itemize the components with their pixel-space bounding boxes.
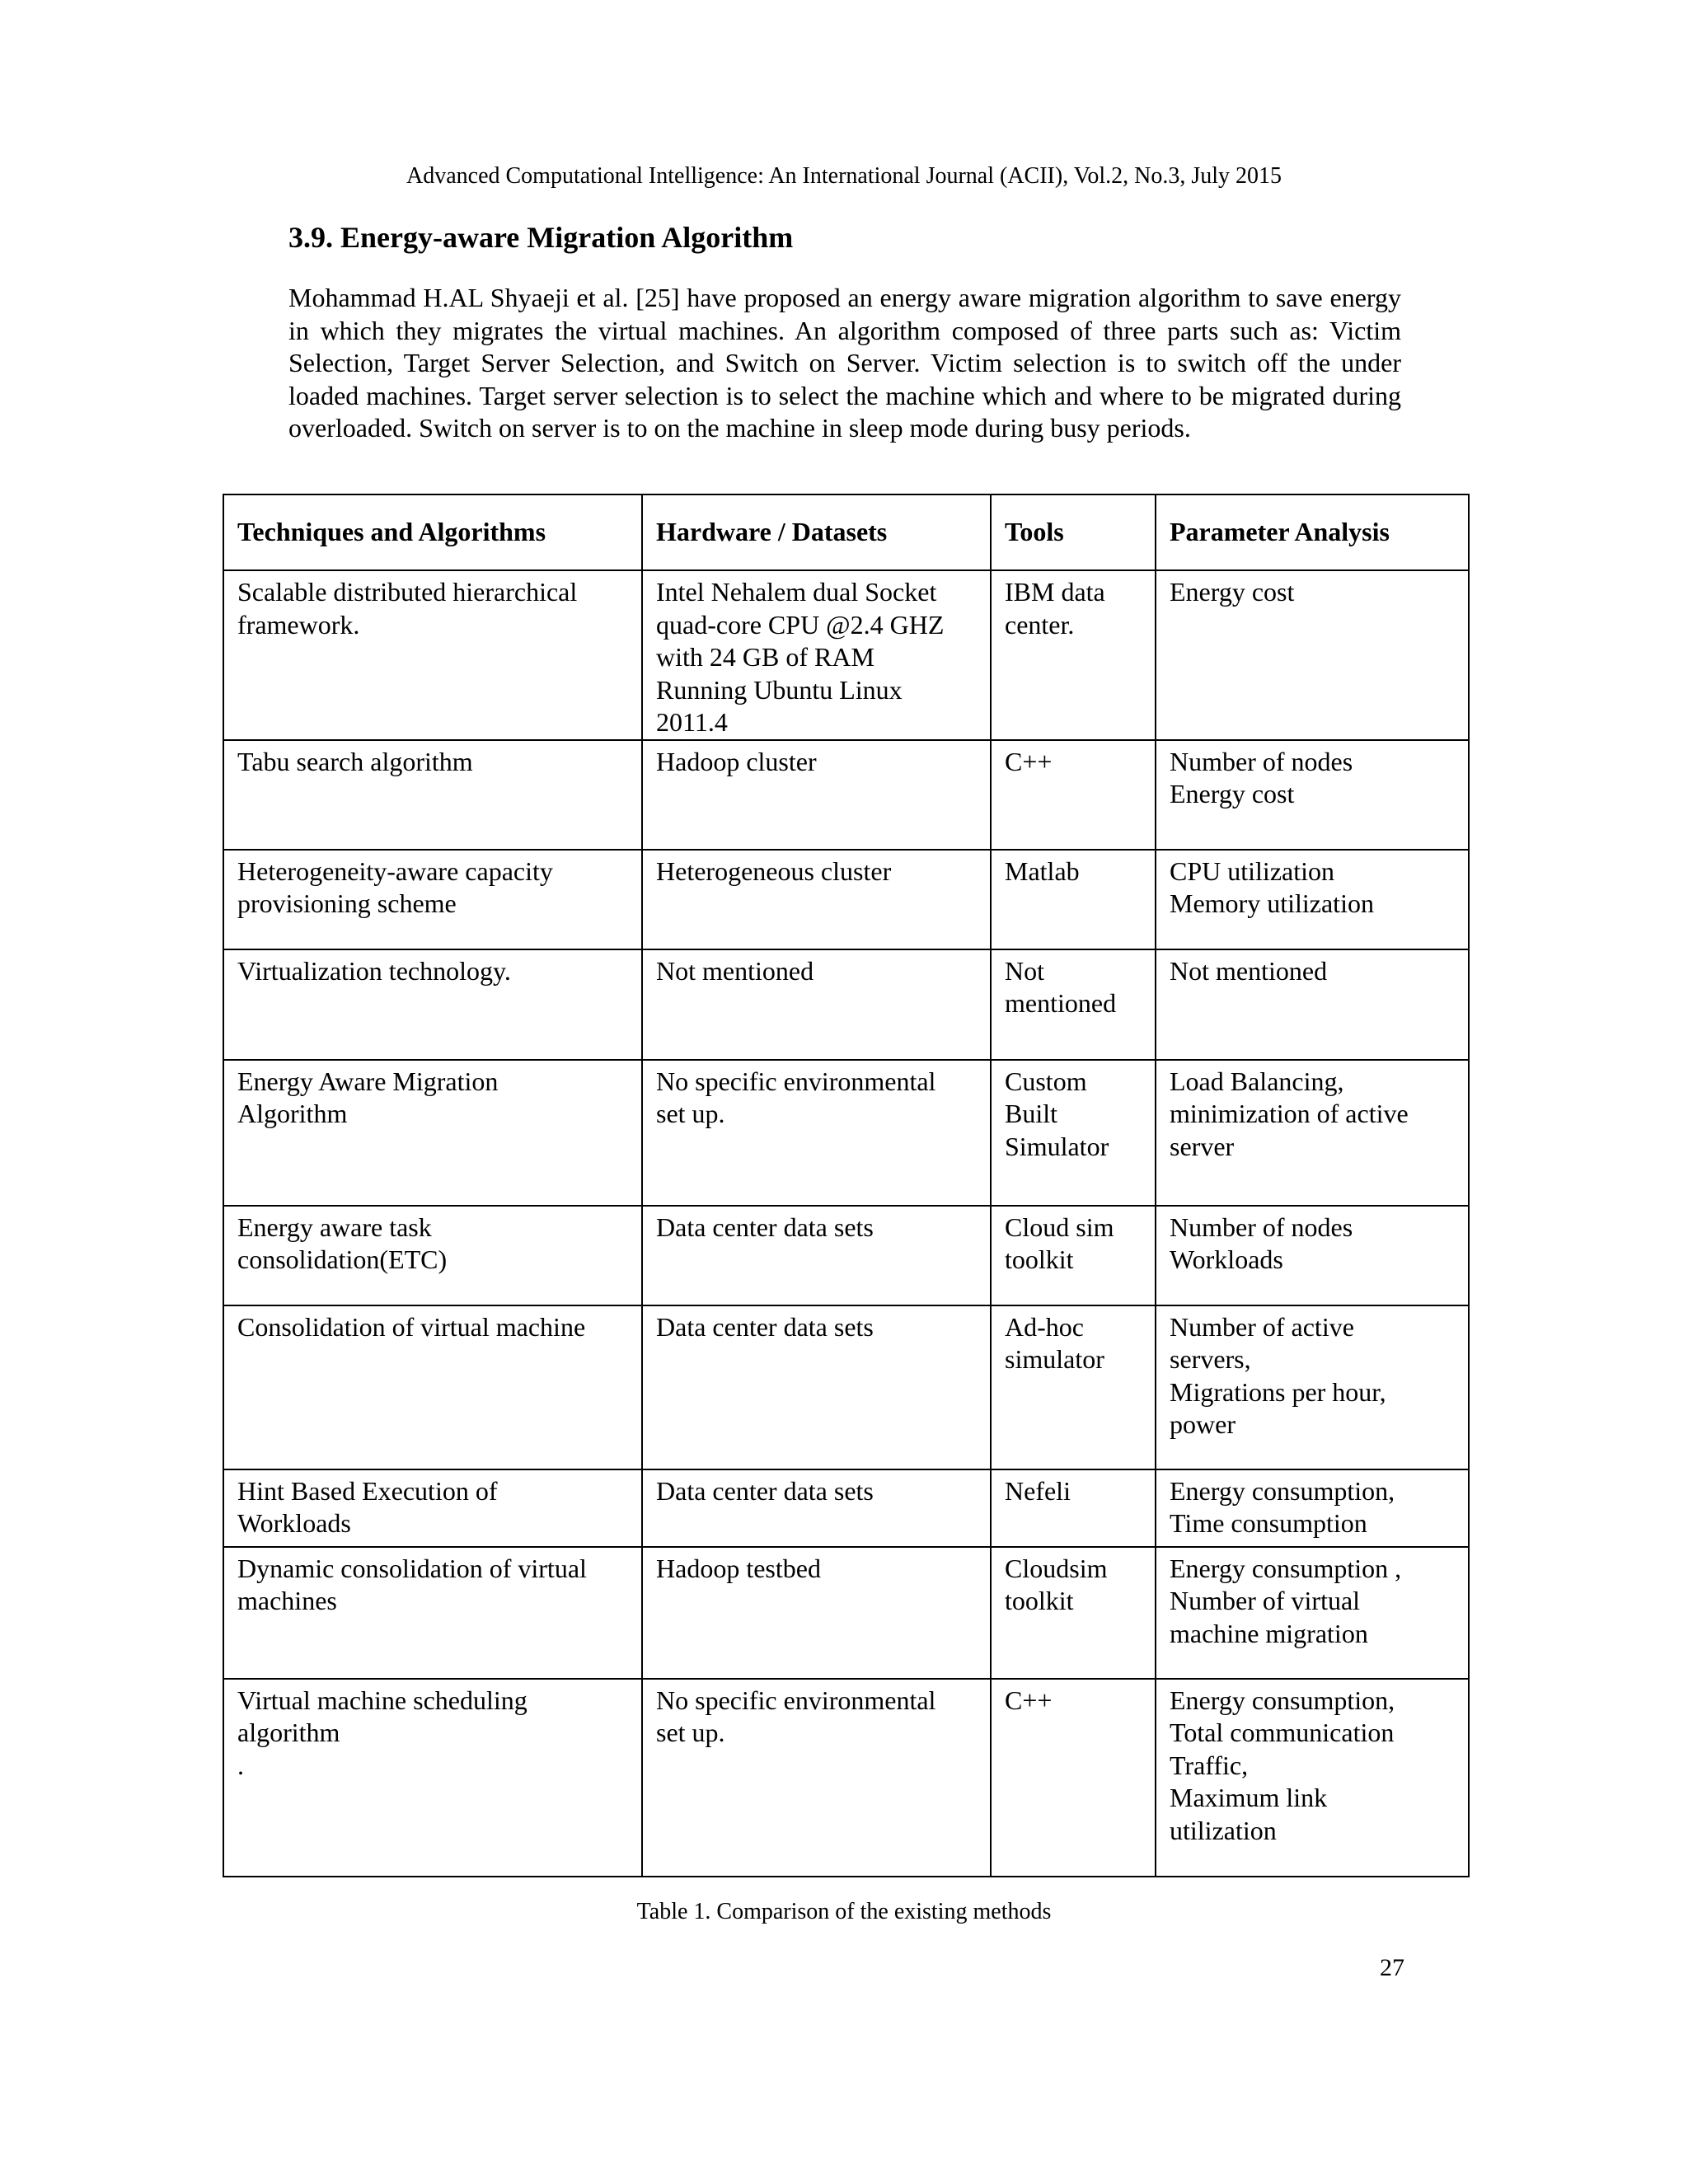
table-header-row <box>223 494 1469 570</box>
table-cell: Hadoop cluster <box>642 740 991 850</box>
table-row <box>223 1305 1469 1469</box>
table-cell: Energy consumption, Time consumption <box>1156 1469 1469 1547</box>
table-row <box>223 1679 1469 1877</box>
table-row <box>223 1206 1469 1305</box>
table-cell: No specific environmental set up. <box>642 1060 991 1206</box>
table-cell: No specific environmental set up. <box>642 1679 991 1877</box>
table-row <box>223 1060 1469 1206</box>
page-number: 27 <box>1380 1954 1404 1981</box>
table-cell: Cloud sim toolkit <box>991 1206 1156 1305</box>
body-paragraph: Mohammad H.AL Shyaeji et al. [25] have proposed an energy aware migration algorithm to save energy in which they migrates the virtual machines. An algorithm composed of three parts such as: Victim Selection, Target Server Selection, and Switch on Server. Victim selection is to switch off the under loaded machines. Target server selection is to select the machine which and where to be migrated during overloaded. Switch on server is to on the machine in sleep mode during busy periods. <box>288 283 1401 443</box>
table-cell: Dynamic consolidation of virtual machines <box>223 1547 642 1679</box>
table-cell: Energy Aware Migration Algorithm <box>223 1060 642 1206</box>
table-cell: Not mentioned <box>991 949 1156 1060</box>
table-cell: Intel Nehalem dual Socket quad-core CPU @2.4 GHZ with 24 GB of RAM Running Ubuntu Linux 2011.4 <box>642 570 991 740</box>
table-cell: C++ <box>991 1679 1156 1877</box>
table-cell: Heterogeneous cluster <box>642 850 991 949</box>
table-cell: Heterogeneity-aware capacity provisioning scheme <box>223 850 642 949</box>
table-cell: Energy consumption , Number of virtual machine migration <box>1156 1547 1469 1679</box>
table-cell: Cloudsim toolkit <box>991 1547 1156 1679</box>
table-cell: Energy aware task consolidation(ETC) <box>223 1206 642 1305</box>
table-cell: Energy consumption, Total communication Traffic, Maximum link utilization <box>1156 1679 1469 1877</box>
table-row <box>223 570 1469 740</box>
comparison-table <box>223 494 1470 1877</box>
column-header-techniques: Techniques and Algorithms <box>223 494 642 570</box>
table-cell: Data center data sets <box>642 1206 991 1305</box>
column-header-parameters: Parameter Analysis <box>1156 494 1469 570</box>
table-cell: Data center data sets <box>642 1305 991 1469</box>
running-header: Advanced Computational Intelligence: An International Journal (ACII), Vol.2, No.3, July 2015 <box>406 163 1282 189</box>
table-row <box>223 949 1469 1060</box>
table-cell: IBM data center. <box>991 570 1156 740</box>
table-cell: Virtualization technology. <box>223 949 642 1060</box>
column-header-tools: Tools <box>991 494 1156 570</box>
section-heading: 3.9. Energy-aware Migration Algorithm <box>288 221 794 254</box>
table-cell: Load Balancing, minimization of active server <box>1156 1060 1469 1206</box>
table-row <box>223 1547 1469 1679</box>
table-cell: Number of nodes Energy cost <box>1156 740 1469 850</box>
table-cell: Custom Built Simulator <box>991 1060 1156 1206</box>
table-cell: Not mentioned <box>1156 949 1469 1060</box>
table-caption: Table 1. Comparison of the existing methods <box>636 1899 1052 1924</box>
table-cell: Hint Based Execution of Workloads <box>223 1469 642 1547</box>
table-cell: Nefeli <box>991 1469 1156 1547</box>
table-row <box>223 740 1469 850</box>
column-header-hardware: Hardware / Datasets <box>642 494 991 570</box>
table-row <box>223 1469 1469 1547</box>
table-cell: Number of nodes Workloads <box>1156 1206 1469 1305</box>
table-cell: Virtual machine scheduling algorithm . <box>223 1679 642 1877</box>
table-row <box>223 850 1469 949</box>
table-cell: Consolidation of virtual machine <box>223 1305 642 1469</box>
table-cell: Ad-hoc simulator <box>991 1305 1156 1469</box>
table-cell: Not mentioned <box>642 949 991 1060</box>
table-cell: Data center data sets <box>642 1469 991 1547</box>
table-cell: CPU utilization Memory utilization <box>1156 850 1469 949</box>
table-cell: Energy cost <box>1156 570 1469 740</box>
table-cell: Tabu search algorithm <box>223 740 642 850</box>
table-cell: Matlab <box>991 850 1156 949</box>
table-cell: Scalable distributed hierarchical framework. <box>223 570 642 740</box>
table-cell: Hadoop testbed <box>642 1547 991 1679</box>
table-cell: C++ <box>991 740 1156 850</box>
table-cell: Number of active servers, Migrations per hour, power <box>1156 1305 1469 1469</box>
